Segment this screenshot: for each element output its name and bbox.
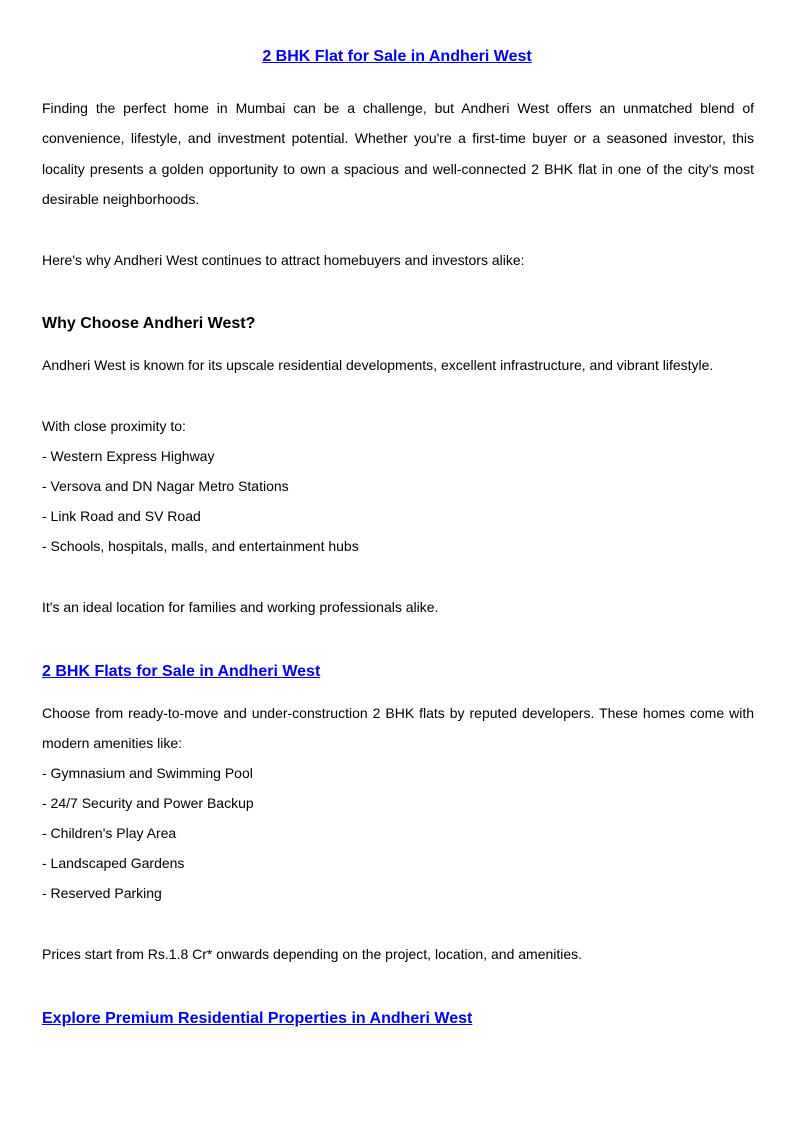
- proximity-item: - Schools, hospitals, malls, and entertainment hubs: [42, 538, 359, 554]
- amenity-item: - Reserved Parking: [42, 885, 162, 901]
- explore-heading-link[interactable]: Explore Premium Residential Properties in Andheri West: [42, 1010, 473, 1027]
- proximity-item: - Link Road and SV Road: [42, 508, 201, 524]
- flats-heading-link[interactable]: 2 BHK Flats for Sale in Andheri West: [42, 663, 321, 680]
- why-closing: It's an ideal location for families and working professionals alike.: [42, 599, 439, 615]
- proximity-item: - Versova and DN Nagar Metro Stations: [42, 478, 289, 494]
- why-text: Andheri West is known for its upscale residential developments, excellent infrastructure, and vibrant lifestyle.: [42, 357, 714, 373]
- page-title-link[interactable]: 2 BHK Flat for Sale in Andheri West: [262, 48, 532, 65]
- intro-lead: Here's why Andheri West continues to attract homebuyers and investors alike:: [42, 252, 525, 268]
- why-heading: Why Choose Andheri West?: [42, 315, 256, 332]
- amenity-item: - Children's Play Area: [42, 825, 177, 841]
- amenity-item: - Landscaped Gardens: [42, 855, 185, 871]
- intro-paragraph: Finding the perfect home in Mumbai can be a challenge, but Andheri West offers an unmatched blend of convenience, lifestyle, and investment potential. Whether you're a first-time buyer or a seasoned investor, this locality presents a golden opportunity to own a spacious and well-connected 2 BHK flat in one of the city's most desirable neighborhoods.: [42, 100, 754, 207]
- amenity-item: - 24/7 Security and Power Backup: [42, 795, 254, 811]
- amenity-item: - Gymnasium and Swimming Pool: [42, 765, 253, 781]
- proximity-item: - Western Express Highway: [42, 448, 215, 464]
- flats-text: Choose from ready-to-move and under-construction 2 BHK flats by reputed developers. These homes come with modern amenities like:: [42, 705, 754, 752]
- proximity-label: With close proximity to:: [42, 418, 186, 434]
- prices-text: Prices start from Rs.1.8 Cr* onwards depending on the project, location, and amenities.: [42, 946, 583, 962]
